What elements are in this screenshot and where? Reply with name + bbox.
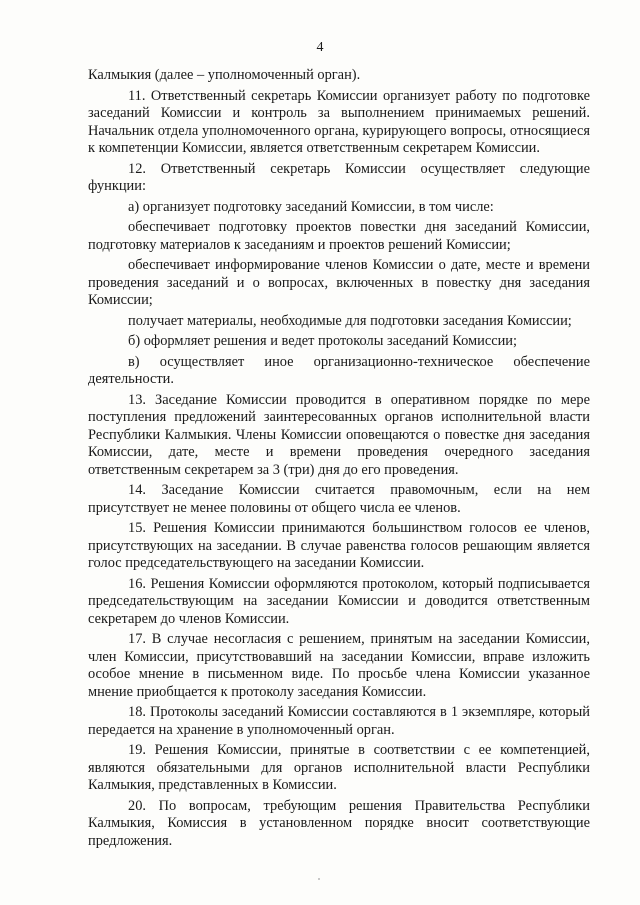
scan-artifact <box>318 878 320 880</box>
paragraph-20: 20. По вопросам, требующим решения Правительства Республики Калмыкия, Комиссия в установленном порядке вносит соответствующие предложения. <box>88 797 590 849</box>
paragraph-12-subitem-2: обеспечивает информирование членов Комиссии о дате, месте и времени проведения заседаний и о вопросах, включенных в повестку дня заседания Комиссии; <box>88 257 590 308</box>
paragraph-11: 11. Ответственный секретарь Комиссии организует работу по подготовке заседаний Комиссии и контроль за выполнением принимаемых решений. Начальник отдела уполномоченного органа, курирующего вопросы, относящиеся к компетенции Комиссии, является ответственным секретарем Комиссии. <box>88 87 590 156</box>
paragraph-19: 19. Решения Комиссии, принятые в соответствии с ее компетенцией, являются обязательными для органов исполнительной власти Республики Калмыкия, представленных в Комиссии. <box>88 742 590 793</box>
document-body <box>88 67 590 850</box>
page-number: 4 <box>316 40 324 55</box>
paragraph-18: 18. Протоколы заседаний Комиссии составляются в 1 экземпляре, который передается на хранение в уполномоченный орган. <box>88 704 590 738</box>
paragraph-12-item-a: а) организует подготовку заседаний Комиссии, в том числе: <box>128 198 494 215</box>
paragraph-15: 15. Решения Комиссии принимаются большинством голосов ее членов, присутствующих на заседании. В случае равенства голосов решающим является голос председательствующего на заседании Комиссии. <box>88 520 590 571</box>
paragraph-17: 17. В случае несогласия с решением, принятым на заседании Комиссии, член Комиссии, присутствовавший на заседании Комиссии, вправе изложить особое мнение в письменном виде. По просьбе члена Комиссии указанное мнение приобщается к протоколу заседания Комиссии. <box>88 631 590 700</box>
paragraph-13: 13. Заседание Комиссии проводится в оперативном порядке по мере поступления предложений заинтересованных органов исполнительной власти Республики Калмыкия. Члены Комиссии оповещаются о повестке дня заседания Комиссии, дате, месте и времени проведения очередного заседания ответственным секретарем за 3 (три) дня до его проведения. <box>88 391 590 478</box>
paragraph-12-item-v: в) осуществляет иное организационно-техническое обеспечение деятельности. <box>88 353 590 387</box>
paragraph-continuation: Калмыкия (далее – уполномоченный орган). <box>88 67 361 83</box>
paragraph-16: 16. Решения Комиссии оформляются протоколом, который подписывается председательствующим на заседании Комиссии и доводится ответственным секретарем до членов Комиссии. <box>88 575 590 627</box>
paragraph-12-subitem-1: обеспечивает подготовку проектов повестки дня заседаний Комиссии, подготовку материалов к заседаниям и проектов решений Комиссии; <box>88 219 590 253</box>
paragraph-12-item-b: б) оформляет решения и ведет протоколы заседаний Комиссии; <box>128 333 517 349</box>
paragraph-14: 14. Заседание Комиссии считается правомочным, если на нем присутствует не менее половины от общего числа ее членов. <box>88 482 590 516</box>
paragraph-12: 12. Ответственный секретарь Комиссии осуществляет следующие функции: <box>88 160 590 194</box>
paragraph-12-subitem-3: получает материалы, необходимые для подготовки заседания Комиссии; <box>128 312 572 329</box>
